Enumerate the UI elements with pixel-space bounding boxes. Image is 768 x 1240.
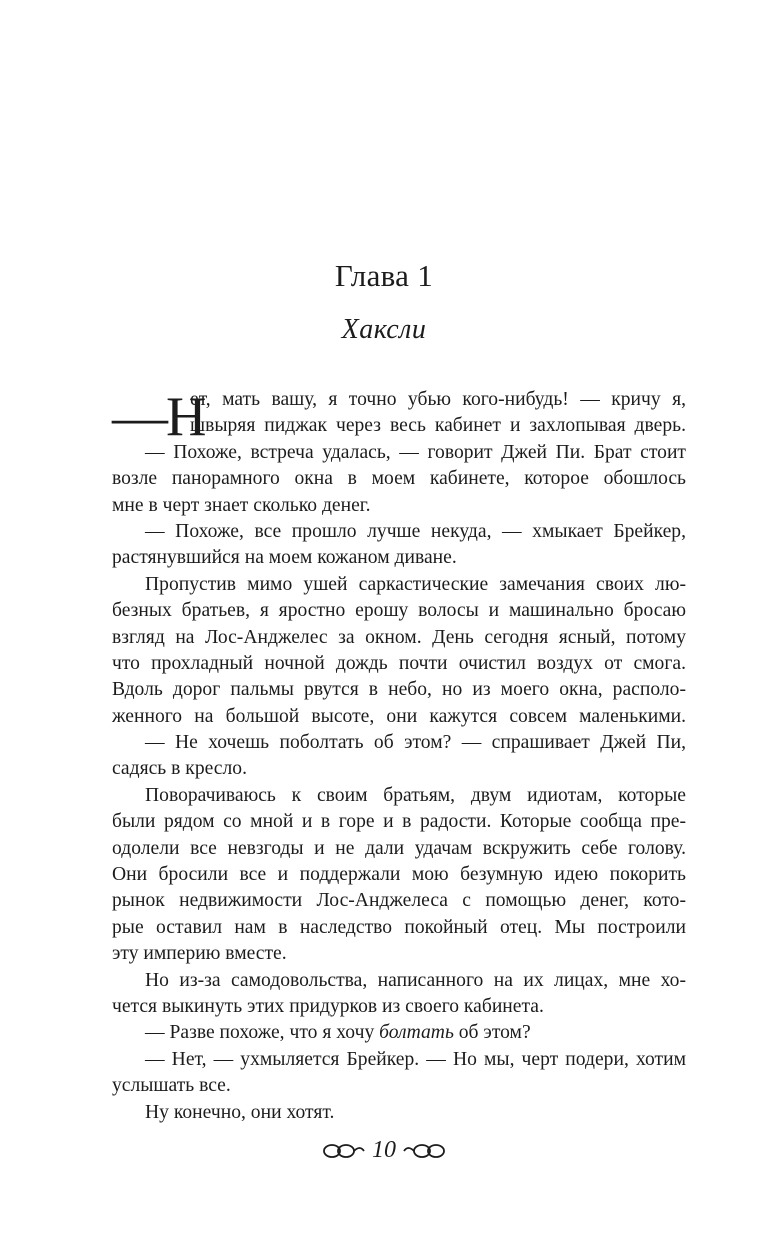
text-line: чется выкинуть этих придурков из своего кабинета. [112,995,544,1017]
ornament-right-icon [402,1141,448,1161]
text-line: женного на большой высоте, они кажутся совсем маленькими. [112,705,686,727]
text-line-content: ет, мать вашу, я точно убью кого-нибудь! — кричу я, [190,389,686,410]
text-line: рынок недвижимости Лос-Анджелеса с помощью денег, кото- [112,890,686,912]
text-line: садясь в кресло. [112,758,247,780]
text-line: эту империю вместе. [112,943,287,965]
text-line: — Нет, — ухмыляется Брейкер. — Но мы, черт подери, хотим [145,1048,686,1070]
text-line: Но из-за самодовольства, написанного на их лицах, мне хо- [145,969,686,991]
chapter-title: Глава 1 [334,258,434,293]
text-line: безных братьев, я яростно ерошу волосы и машинально бросаю [112,600,686,622]
text-line-content: — Разве похоже, что я хочу [145,1022,375,1044]
text-line: были рядом со мной и в горе и в радости. Которые сообща пре- [112,811,686,833]
text-line: взгляд на Лос-Анджелес за окном. День сегодня ясный, потому [112,626,686,648]
text-line: мне в черт знает сколько денег. [112,494,371,516]
body-text [112,387,686,1126]
text-line: — Похоже, все прошло лучше некуда, — хмыкает Брейкер, [145,520,686,542]
text-line: что прохладный ночной дождь почти очистил воздух от смога. [112,652,686,674]
emphasized-word: болтать [379,1022,454,1044]
chapter-subtitle: Хаксли [341,314,427,345]
text-line: швыряя пиджак через весь кабинет и захлопывая дверь. [190,415,686,437]
ornament-left-icon [320,1141,366,1161]
page-number-footer [0,1137,768,1164]
text-line: Они бросили все и поддержали мою безумную идею покорить [112,864,686,886]
text-line: Вдоль дорог пальмы рвутся в небо, но из моего окна, располо- [112,679,686,701]
text-line: — Похоже, встреча удалась, — говорит Джей Пи. Брат стоит [145,441,686,463]
text-line-content: об этом? [453,1022,531,1044]
text-line: растянувшийся на моем кожаном диване. [112,547,457,569]
text-line: рые оставил нам в наследство покойный отец. Мы построили [112,916,686,938]
page-number: 10 [372,1137,396,1163]
text-line: Ну конечно, они хотят. [145,1101,335,1123]
text-line: — Не хочешь поболтать об этом? — спрашивает Джей Пи, [145,732,686,754]
text-line: возле панорамного окна в моем кабинете, которое обошлось [112,468,686,490]
text-line: Поворачиваюсь к своим братьям, двум идиотам, которые [145,784,686,806]
text-line: услышать все. [112,1075,231,1097]
drop-cap: —Н [112,386,205,448]
text-line [112,1020,686,1046]
text-line: Пропустив мимо ушей саркастические замечания своих лю- [145,573,686,595]
text-line: одолели все невзгоды и не дали удачам вскружить себе голову. [112,837,686,859]
